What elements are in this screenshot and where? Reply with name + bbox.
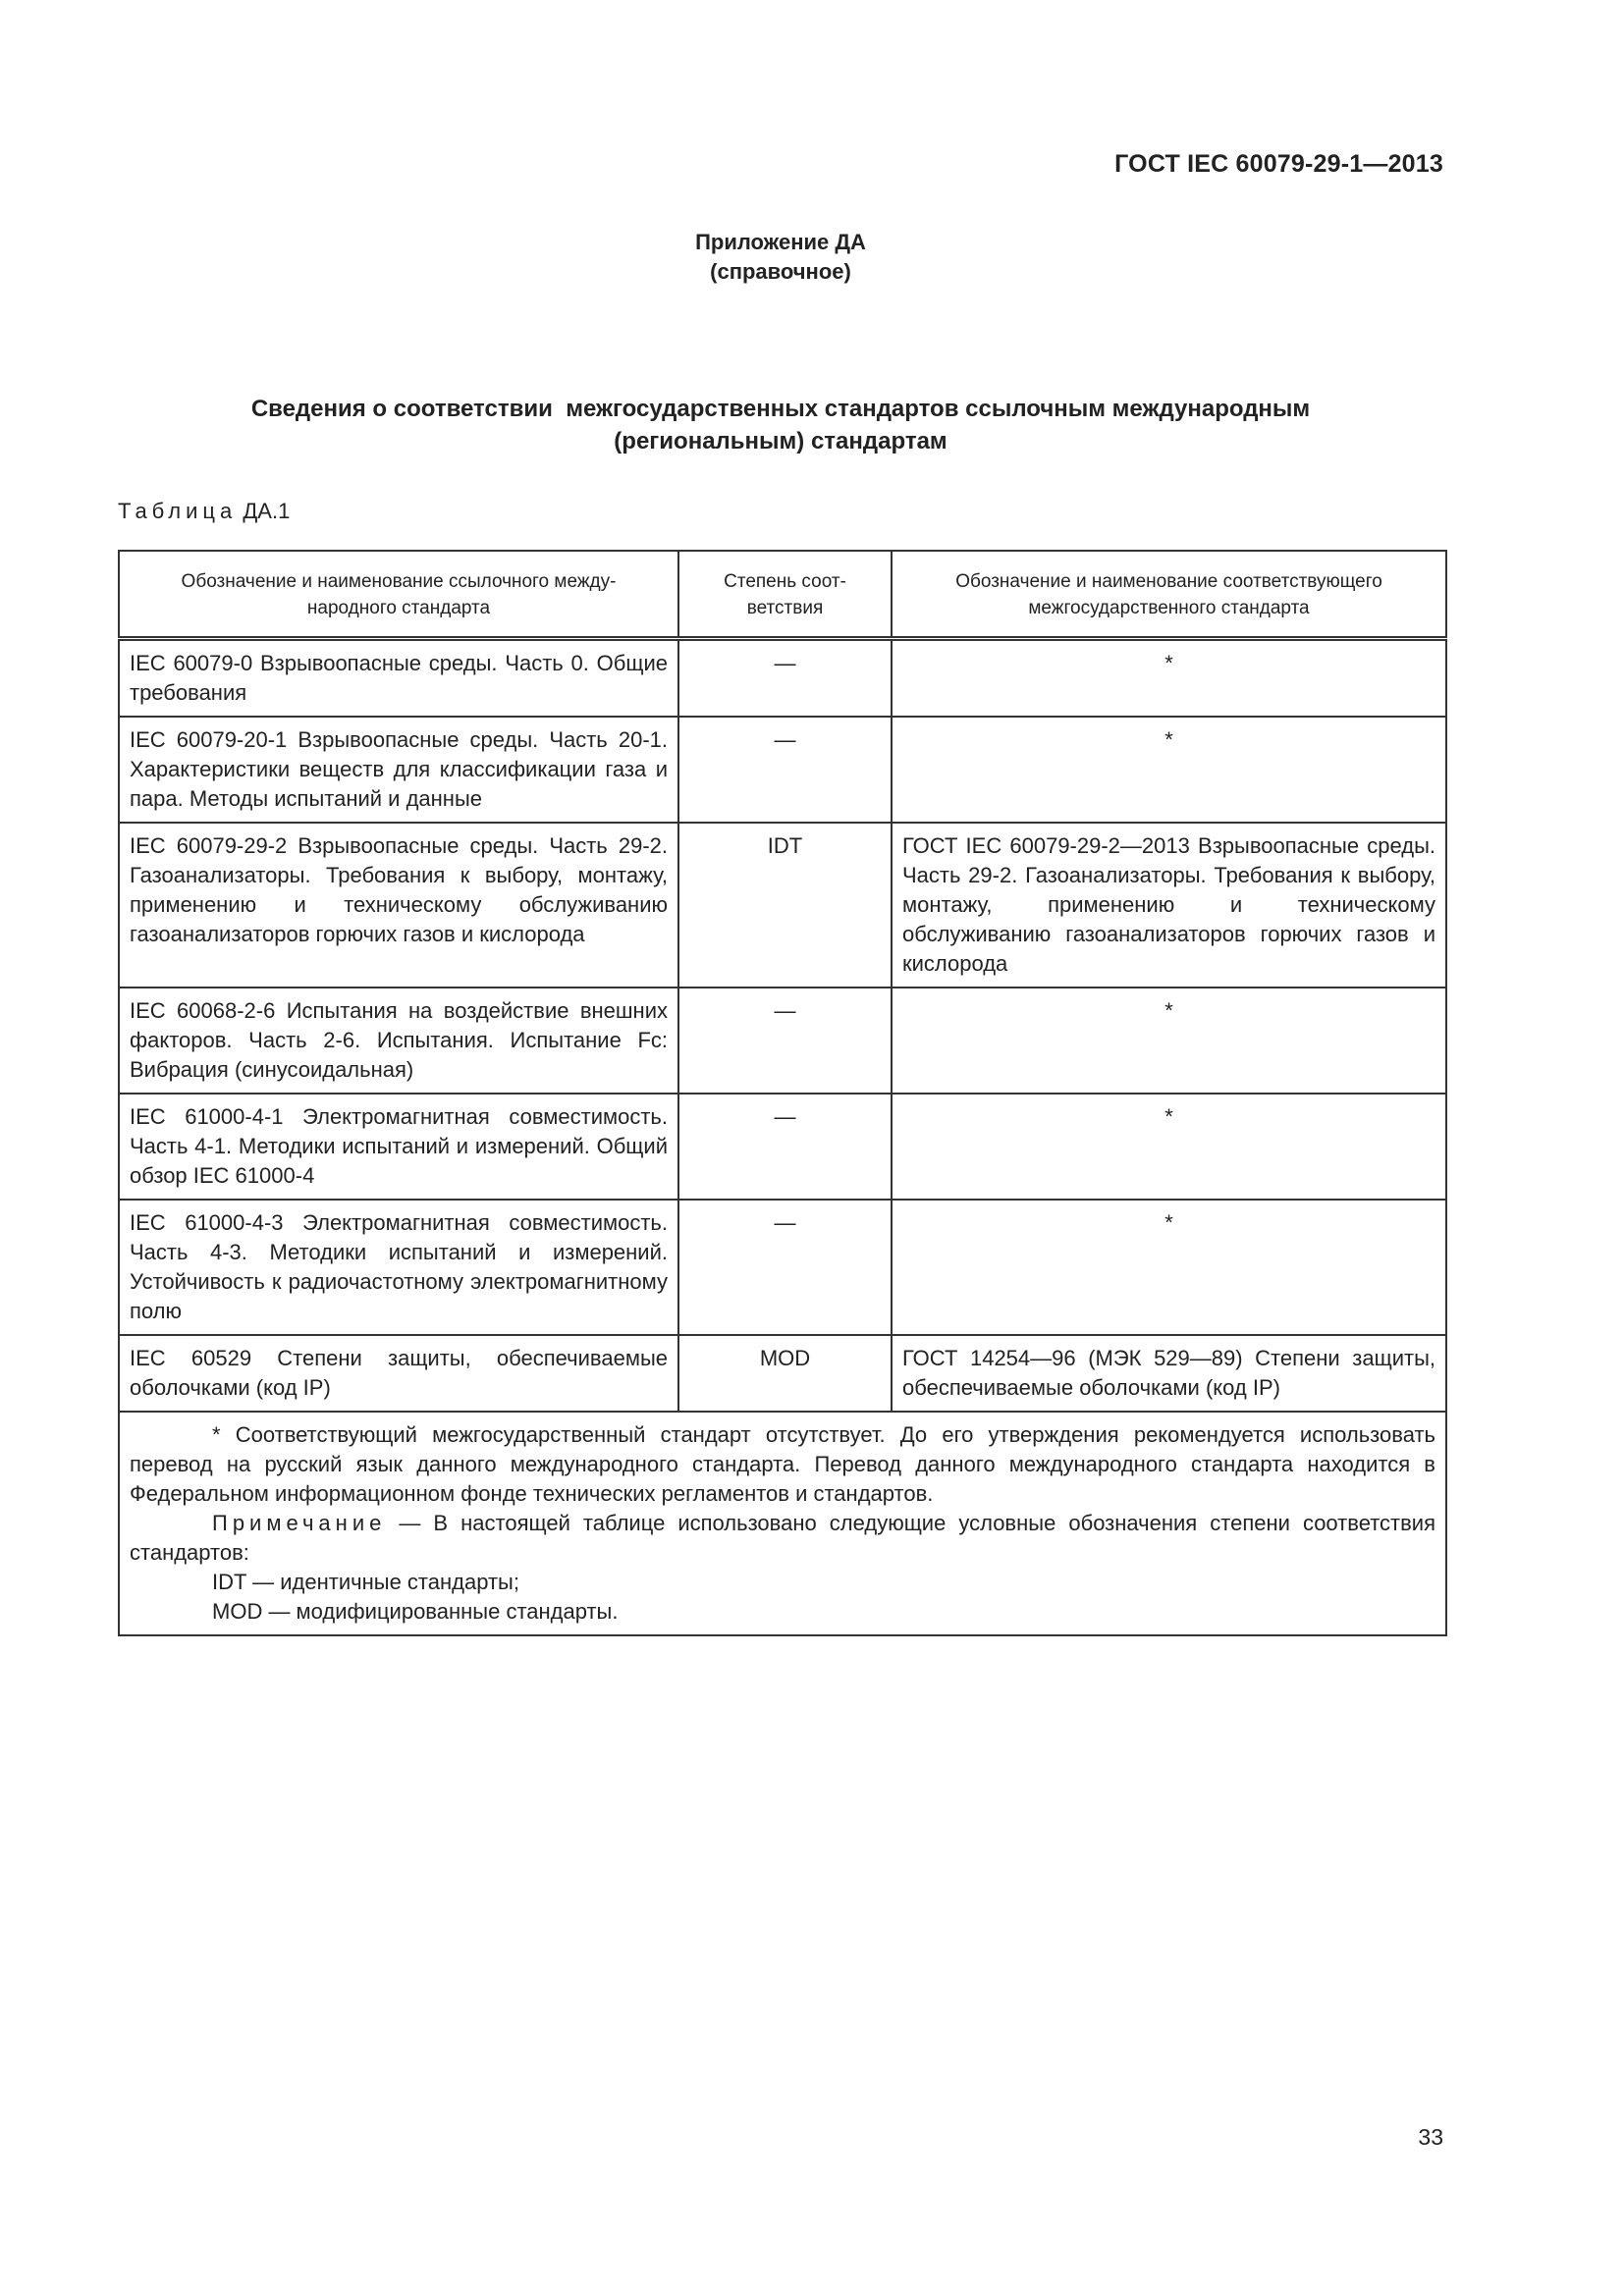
interstate-standard-cell: * [892, 1094, 1446, 1200]
header-interstate-standard [892, 551, 1446, 639]
footnote: * Соответствующий межгосударственный стандарт отсутствует. До его утверждения рекомендуется использовать перевод на русский язык данного международного стандарта. Перевод данного международного стандарта находится в Федеральном информационном фонде технических регламентов и стандартов. [130, 1422, 1435, 1506]
section-title [118, 393, 1443, 457]
appendix-heading [0, 228, 1561, 287]
reference-standard-cell: IEC 60079-0 Взрывоопасные среды. Часть 0. Общие требования [119, 639, 678, 718]
header-ref-line1: Обозначение и наименование ссылочного между- [181, 571, 617, 592]
header-inter-line1: Обозначение и наименование соответствующего [955, 571, 1382, 592]
reference-standard-cell: IEC 60079-29-2 Взрывоопасные среды. Часть 29-2. Газоанализаторы. Требования к выбору, монтажу, применению и техническому обслуживанию газоанализаторов горючих газов и кислорода [119, 823, 678, 988]
reference-standard-cell: IEC 60068-2-6 Испытания на воздействие внешних факторов. Часть 2-6. Испытания. Испытание Fc: Вибрация (синусоидальная) [119, 988, 678, 1094]
note [130, 1509, 1435, 1568]
degree-cell: — [678, 717, 892, 823]
appendix-title: Приложение ДА [695, 230, 866, 254]
degree-cell: — [678, 1094, 892, 1200]
appendix-subtitle: (справочное) [710, 259, 851, 284]
reference-standard-cell: IEC 60079-20-1 Взрывоопасные среды. Часть 20-1. Характеристики веществ для классификации газа и пара. Методы испытаний и данные [119, 717, 678, 823]
table-header-row [119, 551, 1446, 639]
note-label: Примечание [212, 1511, 387, 1535]
degree-cell: — [678, 1200, 892, 1335]
table-row [119, 988, 1446, 1094]
interstate-standard-cell: * [892, 1200, 1446, 1335]
degree-cell: IDT [678, 823, 892, 988]
document-designation: ГОСТ IEC 60079-29-1—2013 [1114, 150, 1443, 178]
table-label-word: Таблица [118, 499, 238, 523]
table-notes-row [119, 1412, 1446, 1635]
correspondence-table [118, 550, 1447, 1636]
table-row [119, 1200, 1446, 1335]
table-row [119, 823, 1446, 988]
legend-mod: MOD — модифицированные стандарты. [212, 1599, 619, 1624]
note-text: — В настоящей таблице использовано следующие условные обозначения степени соответствия стандартов: [130, 1511, 1435, 1565]
reference-standard-cell: IEC 61000-4-1 Электромагнитная совместимость. Часть 4-1. Методики испытаний и измерений. Общий обзор IEC 61000-4 [119, 1094, 678, 1200]
table-row [119, 1335, 1446, 1412]
interstate-standard-cell: ГОСТ IEC 60079-29-2—2013 Взрывоопасные среды. Часть 29-2. Газоанализаторы. Требования к выбору, монтажу, применению и техническому обслуживанию газоанализаторов горючих газов и кислорода [892, 823, 1446, 988]
table-row [119, 639, 1446, 718]
header-ref-line2: народного стандарта [306, 598, 491, 618]
degree-cell: — [678, 639, 892, 718]
table-label-number: ДА.1 [243, 499, 291, 523]
table-row [119, 717, 1446, 823]
section-title-line2: (региональным) стандартам [614, 428, 947, 454]
header-degree [678, 551, 892, 639]
reference-standard-cell: IEC 60529 Степени защиты, обеспечиваемые оболочками (код IP) [119, 1335, 678, 1412]
header-degree-line1: Степень соот- [724, 571, 846, 592]
interstate-standard-cell: * [892, 639, 1446, 718]
header-degree-line2: ветствия [746, 598, 824, 618]
table-row [119, 1094, 1446, 1200]
reference-standard-cell: IEC 61000-4-3 Электромагнитная совместимость. Часть 4-3. Методики испытаний и измерений. Устойчивость к радиочастотному электромагнитному полю [119, 1200, 678, 1335]
section-title-line1: Сведения о соответствии межгосударственных стандартов ссылочным международным [250, 396, 1311, 422]
legend-idt: IDT — идентичные стандарты; [212, 1570, 519, 1594]
interstate-standard-cell: * [892, 717, 1446, 823]
header-reference-standard [119, 551, 678, 639]
table-notes [119, 1412, 1446, 1635]
page-number: 33 [1418, 2124, 1443, 2150]
interstate-standard-cell: ГОСТ 14254—96 (МЭК 529—89) Степени защиты, обеспечиваемые оболочками (код IP) [892, 1335, 1446, 1412]
degree-cell: — [678, 988, 892, 1094]
degree-cell: MOD [678, 1335, 892, 1412]
interstate-standard-cell: * [892, 988, 1446, 1094]
table-label [118, 499, 290, 524]
header-inter-line2: межгосударственного стандарта [1028, 598, 1310, 618]
